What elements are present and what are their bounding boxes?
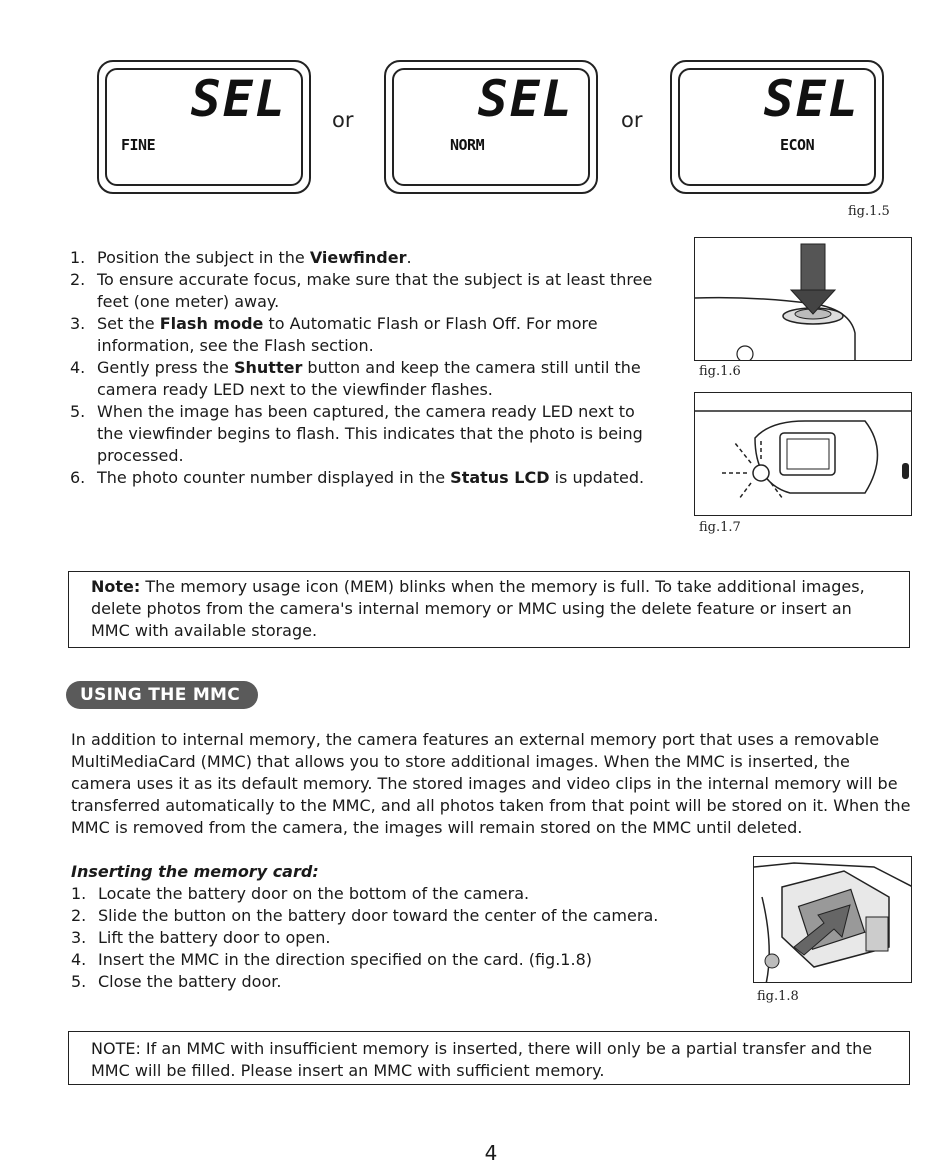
lcd-mode-fine: FINE: [121, 136, 156, 154]
figure-caption: fig.1.5: [848, 204, 890, 219]
list-item: 6. The photo counter number displayed in the Status LCD is updated.: [70, 468, 645, 487]
figure-caption: fig.1.8: [757, 989, 799, 1004]
lcd-panel-norm: [384, 60, 598, 194]
lcd-mode-norm: NORM: [450, 136, 485, 154]
insert-card-heading: Inserting the memory card:: [71, 862, 319, 881]
note-label: Note:: [91, 577, 141, 596]
lcd-screen: [392, 68, 590, 186]
list-item: 4. Insert the MMC in the direction specified on the card. (fig.1.8): [71, 950, 592, 969]
lcd-panel-fine: [97, 60, 311, 194]
list-item: 3. Set the Flash mode to Automatic Flash or Flash Off. For more information, see the Flash section.: [70, 314, 598, 355]
memory-note-box: [68, 571, 910, 648]
note-text: The memory usage icon (MEM) blinks when the memory is full. To take additional images, delete photos from the camera's internal memory or MMC using the delete feature or insert an MMC with available storage.: [91, 577, 865, 640]
list-item: 3. Lift the battery door to open.: [71, 928, 331, 947]
list-item: 1. Position the subject in the Viewfinder.: [70, 248, 412, 267]
list-item: 2. Slide the button on the battery door toward the center of the camera.: [71, 906, 659, 925]
insufficient-memory-note-box: NOTE: If an MMC with insufficient memory is inserted, there will only be a partial transfer and the MMC will be filled. Please insert an MMC with sufficient memory.: [68, 1031, 910, 1085]
mmc-insertion-illustration: [753, 856, 912, 983]
lcd-sel-text: SEL: [763, 70, 860, 128]
page-number: 4: [484, 1141, 498, 1165]
list-item: 1. Locate the battery door on the bottom of the camera.: [71, 884, 530, 903]
figure-caption: fig.1.6: [699, 364, 741, 379]
list-item: 5. Close the battery door.: [71, 972, 282, 991]
or-separator: or: [621, 108, 643, 132]
viewfinder-led-illustration: [694, 392, 912, 516]
or-separator: or: [332, 108, 354, 132]
lcd-mode-econ: ECON: [780, 136, 815, 154]
lcd-sel-text: SEL: [477, 70, 574, 128]
capture-steps-list: [70, 247, 662, 489]
insert-steps-list: [71, 883, 731, 993]
figure-caption: fig.1.7: [699, 520, 741, 535]
list-item: 4. Gently press the Shutter button and keep the camera still until the camera ready LED next to the viewfinder flashes.: [70, 358, 641, 399]
shutter-button-illustration: [694, 237, 912, 361]
list-item: 2. To ensure accurate focus, make sure that the subject is at least three feet (one meter) away.: [70, 270, 653, 311]
lcd-screen: [678, 68, 876, 186]
lcd-panel-econ: [670, 60, 884, 194]
mmc-intro-paragraph: In addition to internal memory, the camera features an external memory port that uses a removable MultiMediaCard (MMC) that allows you to store additional images. When the MMC is inserted, the camera uses it as its default memory. The stored images and video clips in the internal memory will be transferred automatically to the MMC, and all photos taken from that point will be stored on it. When the MMC is removed from the camera, the images will remain stored on the MMC until deleted.: [71, 730, 911, 837]
section-title: USING THE MMC: [66, 681, 258, 709]
list-item: 5. When the image has been captured, the camera ready LED next to the viewfinder begins to flash. This indicates that the photo is being processed.: [70, 402, 643, 465]
lcd-screen: [105, 68, 303, 186]
lcd-sel-text: SEL: [190, 70, 287, 128]
